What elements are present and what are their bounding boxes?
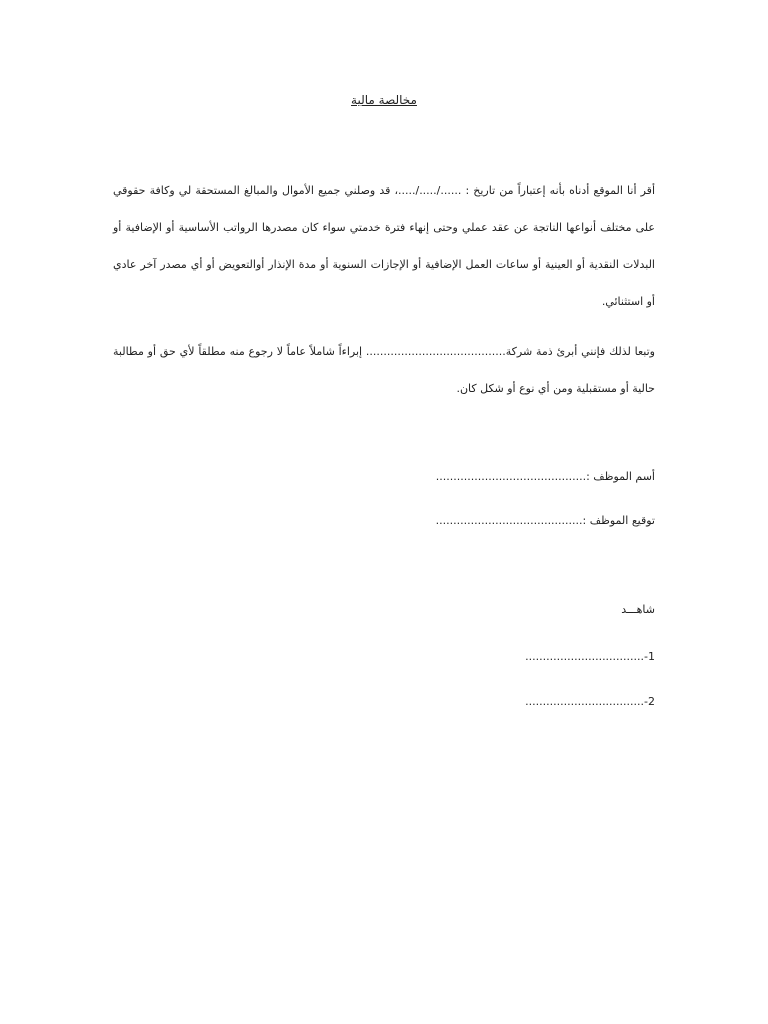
witness-heading: شاهـــد: [621, 603, 655, 616]
witness-1-line: 1-..................................: [525, 650, 655, 663]
employee-name-field: أسم الموظف :...........................................: [435, 470, 655, 483]
document-title: مخالصة مالية: [351, 93, 417, 107]
acknowledgement-paragraph: أقر أنا الموقع أدناه بأنه إعتباراً من تاريخ : ....../...../.....، قد وصلني جميع الأموال والمبالغ المستحقة لي وكافة حقوقي على مختلف أنواعها الناتجة عن عقد عملي وحتى إنهاء فترة خدمتي سواء كان مصدرها الرواتب الأساسية أو الإضافية أو البدلات النقدية أو العينية أو ساعات العمل الإضافية أو الإجازات السنوية أو مدة الإنذار أوالتعويض أو أي مصدر آخر عادي أو استثنائي.: [113, 184, 655, 308]
employee-signature-field: توقيع الموظف :..........................................: [435, 514, 655, 527]
witness-2-line: 2-..................................: [525, 695, 655, 708]
release-paragraph: وتبعا لذلك فإنني أبرئ ذمة شركة........................................ إبراءاً شاملاً عاماً لا رجوع منه مطلقاً لأي حق أو مطالبة حالية أو مستقبلية ومن أي نوع أو شكل كان.: [113, 345, 655, 395]
